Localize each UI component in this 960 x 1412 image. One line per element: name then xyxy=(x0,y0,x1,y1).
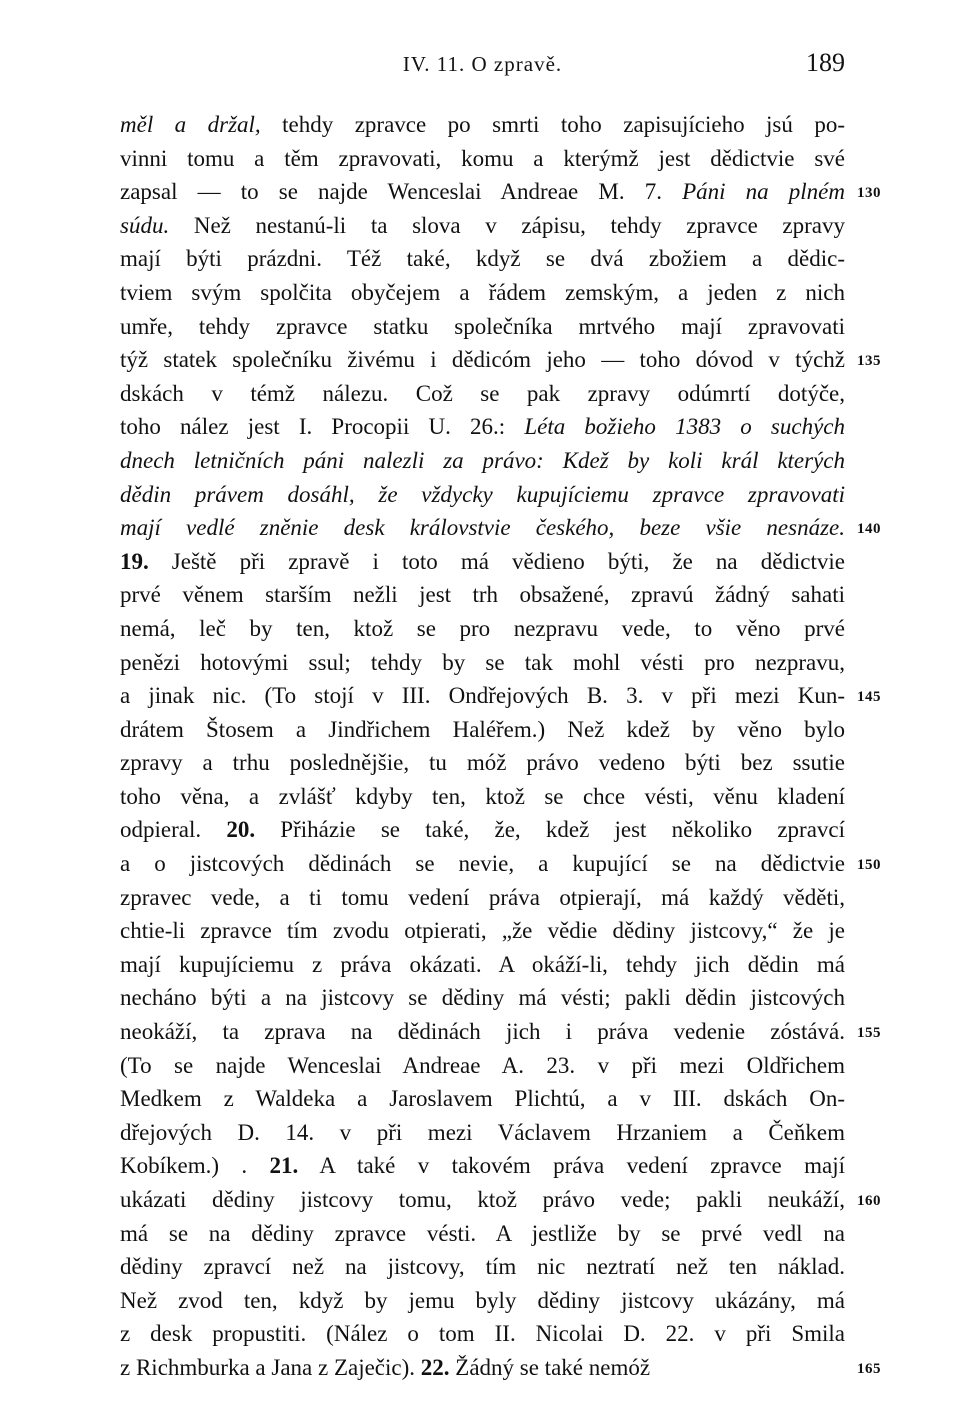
text-line xyxy=(120,780,845,814)
italic-text: měl a držal, xyxy=(120,112,261,137)
text-span: dědiny zpravcí než na jistcovy, tím nic neztratí než ten náklad. xyxy=(120,1254,845,1280)
text-span: tviem svým spolčita obyčejem a řádem zemským, a jeden z nich xyxy=(120,279,845,305)
text-span: a jinak nic. (To stojí v III. Ondřejových B. 3. v při mezi Kun- xyxy=(120,683,845,709)
text-line xyxy=(120,377,845,411)
text-span: Medkem z Waldeka a Jaroslavem Plichtú, a v III. dskách On- xyxy=(120,1086,845,1112)
text-span: zapsal — to se najde Wenceslai Andreae M. 7. xyxy=(120,179,683,205)
text-span: drátem Štosem a Jindřichem Haléřem.) Než kdež by věno bylo xyxy=(120,716,845,742)
text-line xyxy=(120,612,845,646)
text-line xyxy=(120,1049,845,1083)
text-span: z Richmburka a Jana z Zaječic). xyxy=(120,1354,421,1380)
text-span: Žádný se také nemóž xyxy=(449,1354,651,1380)
text-line xyxy=(120,175,881,209)
line-number: 130 xyxy=(857,185,881,202)
text-line xyxy=(120,209,845,243)
running-title: IV. 11. O zpravě. xyxy=(402,52,563,76)
line-number: 165 xyxy=(857,1360,881,1377)
text-line xyxy=(120,981,845,1015)
line-number: 150 xyxy=(857,857,881,874)
text-span: necháno býti a na jistcovy se dědiny má vésti; pakli dědin jistcových xyxy=(120,985,845,1011)
text-span: prvé věnem starším nežli jest trh obsažené, zpravú žádný sahati xyxy=(120,582,845,608)
text-span: Než zvod ten, když by jemu byly dědiny jistcovy ukázány, má xyxy=(120,1287,845,1313)
text-line xyxy=(120,511,881,545)
text-span: tehdy zpravce po smrti toho zapisujícieho jsú po- xyxy=(260,112,846,137)
italic-text: mají vedlé zněnie desk královstvie českého, beze všie nesnáze. xyxy=(120,515,845,541)
text-line xyxy=(120,1116,845,1150)
section-number: 22. xyxy=(420,1354,450,1380)
text-line xyxy=(120,1217,845,1251)
text-span: umře, tehdy zpravce statku společníka mrtvého mají zpravovati xyxy=(120,313,845,339)
italic-text: súdu. xyxy=(120,212,170,238)
text-line xyxy=(120,1149,845,1183)
text-line xyxy=(120,410,845,444)
text-span: týž statek společníku živému i dědicóm jeho — toho dóvod v týchž xyxy=(120,347,845,373)
text-line xyxy=(120,545,845,579)
text-line xyxy=(120,948,845,982)
text-line xyxy=(120,746,845,780)
text-line xyxy=(120,646,845,680)
text-line xyxy=(120,1015,881,1049)
text-span: Kobíkem.) . xyxy=(120,1153,270,1179)
section-number: 20. xyxy=(226,817,256,843)
text-span: mají býti prázdni. Též také, když se dvá zbožiem a dědic- xyxy=(120,246,845,272)
text-span: zpravec vede, a ti tomu vedení práva otpierají, má každý věděti, xyxy=(120,884,845,910)
text-span: (To se najde Wenceslai Andreae A. 23. v při mezi Oldřichem xyxy=(120,1052,845,1078)
text-span: a o jistcových dědinách se nevie, a kupující se na dědictvie xyxy=(120,851,845,877)
text-line xyxy=(120,1351,881,1385)
text-line xyxy=(120,108,845,142)
text-span: má se na dědiny zpravce vésti. A jestliže by se prvé vedl na xyxy=(120,1220,845,1246)
text-span: toho věna, a zvlášť kdyby ten, ktož se chce vésti, věnu kladení xyxy=(120,783,845,809)
text-line xyxy=(120,478,845,512)
section-number: 21. xyxy=(269,1153,299,1179)
text-line xyxy=(120,142,845,176)
text-span: neokáží, ta zprava na dědinách jich i práva vedenie zóstává. xyxy=(120,1019,845,1045)
text-line xyxy=(120,1284,845,1318)
text-line xyxy=(120,1183,881,1217)
text-span: dřejových D. 14. v při mezi Václavem Hrzaniem a Čeňkem xyxy=(120,1119,845,1145)
text-line xyxy=(120,444,845,478)
page-header xyxy=(120,48,845,88)
line-number: 160 xyxy=(857,1193,881,1209)
line-number: 140 xyxy=(857,521,881,538)
section-number: 19. xyxy=(120,548,149,574)
text-line xyxy=(120,276,845,310)
text-span: mají kupujíciemu z práva okázati. A okáží-li, tehdy jich dědin má xyxy=(120,951,845,977)
text-line xyxy=(120,679,881,713)
text-line xyxy=(120,881,845,915)
text-line xyxy=(120,813,845,847)
text-line xyxy=(120,578,845,612)
text-span: toho nález jest I. Procopii U. 26.: xyxy=(120,414,525,440)
text-span: ukázati dědiny jistcovy tomu, ktož právo vede; pakli neukáží, xyxy=(120,1187,845,1212)
italic-text: dnech letničních páni nalezli za právo: Kdež by koli král kterých xyxy=(120,447,845,473)
text-span: Než nestanú-li ta slova v zápisu, tehdy zpravce zpravy xyxy=(169,212,845,238)
text-span: A také v takovém práva vedení zpravce mají xyxy=(298,1153,845,1179)
text-span: z desk propustiti. (Nález o tom II. Nicolai D. 22. v při Smila xyxy=(120,1321,845,1347)
text-body xyxy=(120,108,881,1385)
text-span: penězi hotovými ssul; tehdy by se tak mohl vésti pro nezpravu, xyxy=(120,649,845,675)
line-number: 145 xyxy=(857,689,881,706)
italic-text: dědin právem dosáhl, že vždycky kupujíciemu zpravce zpravovati xyxy=(120,481,845,507)
text-line xyxy=(120,310,845,344)
line-number: 155 xyxy=(857,1025,881,1042)
text-span: vinni tomu a těm zpravovati, komu a kterýmž jest dědictvie své xyxy=(120,145,845,171)
text-span: odpieral. xyxy=(120,817,227,843)
text-span: dskách v témž nálezu. Což se pak zpravy odúmrtí dotýče, xyxy=(120,380,845,406)
text-line xyxy=(120,847,881,881)
text-line xyxy=(120,1250,845,1284)
text-span: nemá, leč by ten, ktož se pro nezpravu vede, to věno prvé xyxy=(120,615,845,641)
page-number: 189 xyxy=(806,48,845,77)
italic-text: Léta božieho 1383 o suchých xyxy=(524,414,845,440)
text-span: zpravy a trhu poslednějšie, tu móž právo vedeno býti bez ssutie xyxy=(120,750,845,776)
text-line xyxy=(120,343,881,377)
text-line xyxy=(120,242,845,276)
line-number: 135 xyxy=(857,353,881,370)
text-line xyxy=(120,713,845,747)
italic-text: Páni na plném xyxy=(682,179,846,205)
text-line xyxy=(120,1082,845,1116)
text-line xyxy=(120,1317,845,1351)
text-line xyxy=(120,914,845,948)
text-span: chtie-li zpravce tím zvodu otpierati, „že vědie dědiny jistcovy,“ že je xyxy=(120,918,845,944)
text-span: Přiházie se také, že, kdež jest několiko zpravcí xyxy=(255,817,846,843)
text-span: Ještě při zpravě i toto má vědieno býti, že na dědictvie xyxy=(148,548,845,574)
